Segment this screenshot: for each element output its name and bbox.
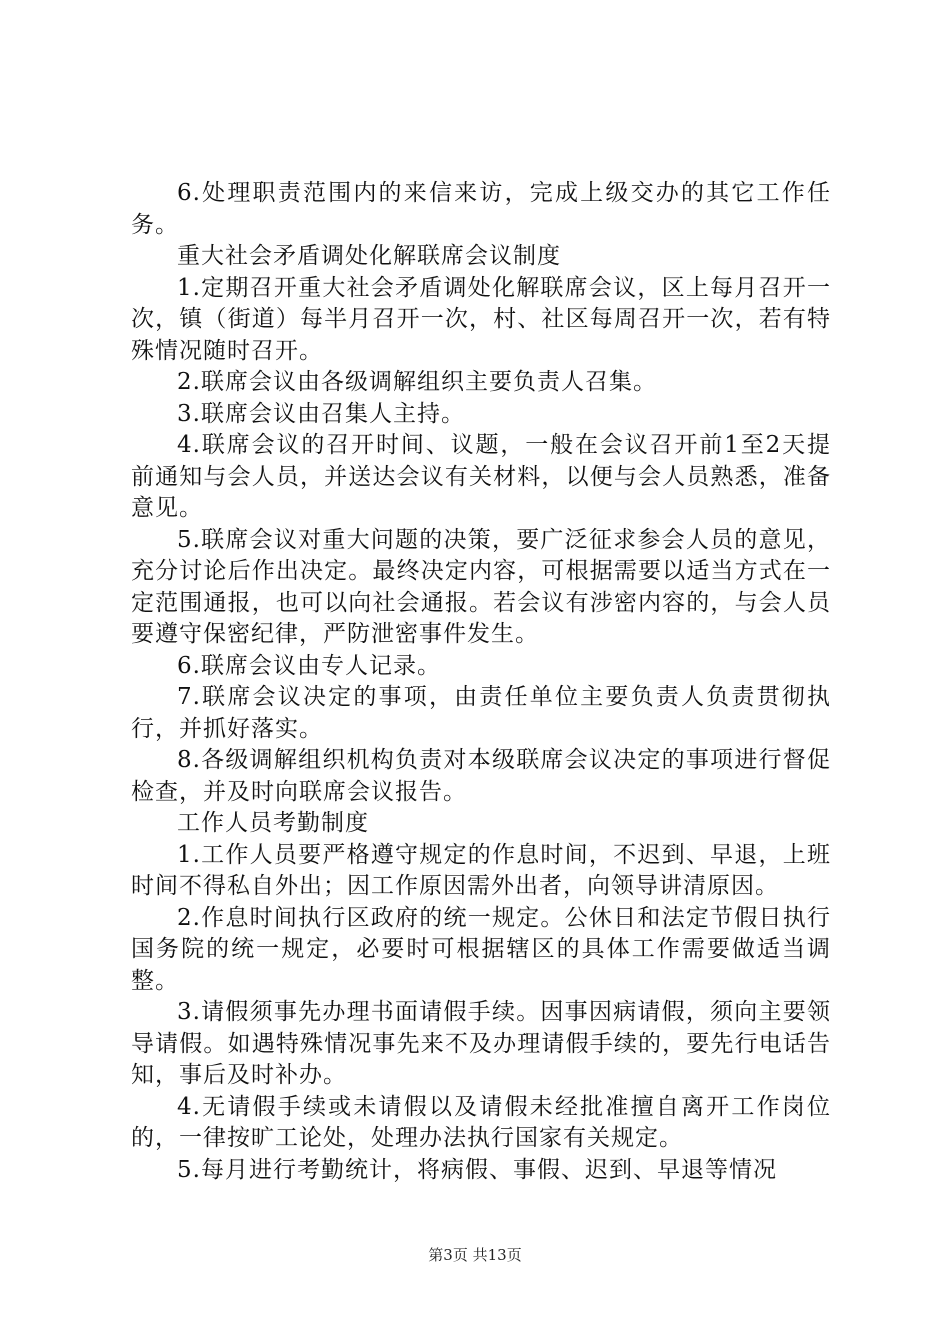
document-body: [131, 178, 831, 1186]
paragraph-13: 2.作息时间执行区政府的统一规定。公休日和法定节假日执行国务院的统一规定，必要时可根据辖区的具体工作需要做适当调整。: [131, 904, 831, 994]
section-heading-attendance-system: 工作人员考勤制度: [177, 810, 369, 836]
paragraph-3: 1.定期召开重大社会矛盾调处化解联席会议，区上每月召开一次，镇（街道）每半月召开一次，村、社区每周召开一次，若有特殊情况随时召开。: [131, 274, 831, 364]
paragraph-6: 4.联席会议的召开时间、议题，一般在会议召开前1至2天提前通知与会人员，并送达会议有关材料，以便与会人员熟悉，准备意见。: [131, 432, 831, 521]
paragraph-8: 6.联席会议由专人记录。: [177, 652, 441, 679]
paragraph-12: 1.工作人员要严格遵守规定的作息时间，不迟到、早退，上班时间不得私自外出；因工作原因需外出者，向领导讲清原因。: [131, 841, 831, 899]
paragraph-10: 8.各级调解组织机构负责对本级联席会议决定的事项进行督促检查，并及时向联席会议报告。: [131, 747, 831, 805]
paragraph-1: 6.处理职责范围内的来信来访，完成上级交办的其它工作任务。: [131, 180, 831, 238]
paragraph-16: 5.每月进行考勤统计，将病假、事假、迟到、早退等情况: [177, 1156, 777, 1183]
paragraph-15: 4.无请假手续或未请假以及请假未经批准擅自离开工作岗位的，一律按旷工论处，处理办法执行国家有关规定。: [131, 1093, 831, 1151]
paragraph-14: 3.请假须事先办理书面请假手续。因事因病请假，须向主要领导请假。如遇特殊情况事先来不及办理请假手续的，要先行电话告知，事后及时补办。: [131, 999, 831, 1088]
paragraph-5: 3.联席会议由召集人主持。: [177, 400, 465, 427]
page-number-footer: 第3页 共13页: [428, 1246, 522, 1264]
paragraph-4: 2.联席会议由各级调解组织主要负责人召集。: [177, 369, 657, 395]
paragraph-9: 7.联席会议决定的事项，由责任单位主要负责人负责贯彻执行，并抓好落实。: [131, 684, 831, 742]
section-heading-meeting-system: 重大社会矛盾调处化解联席会议制度: [177, 243, 561, 269]
paragraph-7: 5.联席会议对重大问题的决策，要广泛征求参会人员的意见，充分讨论后作出决定。最终决定内容，可根据需要以适当方式在一定范围通报，也可以向社会通报。若会议有涉密内容的，与会人员要遵守保密纪律，严防泄密事件发生。: [131, 526, 831, 647]
